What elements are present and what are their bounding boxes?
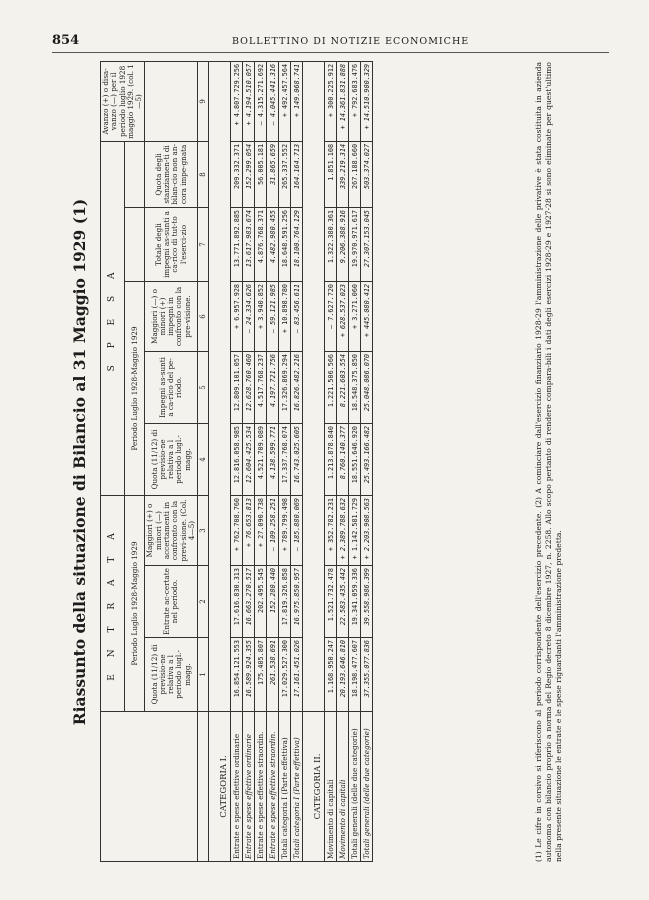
row-label: Entrate e spese effettive straordin. [267,712,279,862]
cell-c5: 18.548.375.850 [349,351,361,423]
col6-header: Maggiori (—) o minori (+) impegni in confronto con la pre-visione. [145,281,198,351]
table-row [291,61,303,861]
table-row [279,61,291,861]
col8-header-top [125,141,145,207]
cell-c3: + 27.090.738 [255,495,267,565]
cell-c1: 20.193.646.810 [337,638,349,712]
cell-c2: 202.495.545 [255,566,267,638]
colnum-3: 3 [198,495,209,565]
cell-c5: 12.809.101.057 [231,351,243,423]
cell-c3: + 352.782.231 [325,495,337,565]
cell-c5: 4.517.768.237 [255,351,267,423]
col7-header-top [125,207,145,281]
table-row [231,61,243,861]
label-header-cell [101,712,198,862]
cell-c9: + 792.683.476 [349,61,361,141]
cell-c5: 8.221.603.554 [337,351,349,423]
row-label: Totali categoria I (Parte effettiva) [279,712,291,862]
cell-c6: + 6.957.928 [231,281,243,351]
row-label: Entrate e spese effettive ordinarie [243,712,255,862]
cell-c9: + 492.457.564 [279,61,291,141]
table-row [325,61,337,861]
cell-c7: 4.482.980.455 [267,207,279,281]
running-title: BOLLETTINO DI NOTIZIE ECONOMICHE [232,36,470,47]
cell-c8: 209.332.371 [231,141,243,207]
cell-c3: — 109.258.251 [267,495,279,565]
cell-c1: 175.405.807 [255,638,267,712]
cell-c7: 4.876.768.371 [255,207,267,281]
col8-header: Quota degli stanziamen-ti di bilan-cio non an-cora impe-gnata [145,141,198,207]
cell-c7: 13.771.892.885 [231,207,243,281]
cell-c1: 17.029.527.300 [279,638,291,712]
cell-c9: + 149.068.741 [291,61,303,141]
cell-c3: + 789.799.498 [279,495,291,565]
cell-c3: — 185.880.069 [291,495,303,565]
cell-c4: 12.816.058.985 [231,423,243,495]
cell-c1: 17.161.451.026 [291,638,303,712]
cell-c4: 25.493.166.482 [361,423,373,495]
cell-c4: 8.760.140.377 [337,423,349,495]
cell-c7: 19.970.971.617 [349,207,361,281]
cell-c3: + 2.389.788.632 [337,495,349,565]
cell-c9: + 4.807.729.256 [231,61,243,141]
cell-c9: + 14.510.900.329 [361,61,373,141]
categoria-1-heading: CATEGORIA I. [209,712,231,862]
table-row [337,61,349,861]
cell-c5: 1.221.506.566 [325,351,337,423]
cell-c3: + 76.653.813 [243,495,255,565]
row-label: Entrate e spese effettive straordin. [255,712,267,862]
cell-c5: 25.048.086.070 [361,351,373,423]
cell-c2: 16.975.850.957 [291,566,303,638]
table-row [243,61,255,861]
cell-c4: 18.551.646.920 [349,423,361,495]
cell-c1: 1.168.950.247 [325,638,337,712]
cell-c2: 152.280.440 [267,566,279,638]
colnum-5: 5 [198,351,209,423]
cell-c6: — 83.456.611 [291,281,303,351]
colnum-4: 4 [198,423,209,495]
colnum-1: 1 [198,638,209,712]
colnum-6: 6 [198,281,209,351]
cell-c4: 4.521.709.089 [255,423,267,495]
cell-c6: — 24.334.626 [243,281,255,351]
colnum-blank [198,712,209,862]
cell-c8: 1.851.108 [325,141,337,207]
cell-c2: 39.558.986.399 [361,566,373,638]
cell-c7: 18.100.764.129 [291,207,303,281]
cell-c8: 503.374.027 [361,141,373,207]
cell-c4: 12.604.425.534 [243,423,255,495]
column-number-row [198,61,209,861]
col9-header: Avanzo (+) o disa-vanzo (—) per il periodo luglio 1928 maggio 1929. (col. 1—5) [101,61,145,141]
col4-header: Quota (11/12) di previsio-ne relativa a l periodo lugl.-magg. [145,423,198,495]
cell-c7: 1.322.380.361 [325,207,337,281]
col5-header: Impegni as-sunti a ca-rico del pe-riodo. [145,351,198,423]
col2-header: Entrate ac-certate nel periodo. [145,566,198,638]
table-title: Riassunto della situazione di Bilancio al 31 Maggio 1929 (1) [70,198,89,726]
rotated-table-block [56,62,576,862]
cell-c9: — 4.315.271.692 [255,61,267,141]
cell-c9: + 300.225.912 [325,61,337,141]
categoria-2-heading: CATEGORIA II. [303,712,325,862]
cell-c9: + 4.194.510.057 [243,61,255,141]
cell-c1: 18.198.477.607 [349,638,361,712]
cell-c8: 56.005.181 [255,141,267,207]
category-spacer [303,61,325,711]
colnum-9: 9 [198,61,209,141]
period-entrata-header: Periodo Luglio 1928-Maggio 1929 [125,495,145,711]
cell-c5: 17.326.869.294 [279,351,291,423]
colnum-8: 8 [198,141,209,207]
cell-c8: 31.865.659 [267,141,279,207]
cell-c8: 339.219.314 [337,141,349,207]
header-rule [52,52,609,53]
table-row [361,61,373,861]
cell-c8: 265.337.552 [279,141,291,207]
cell-c7: 9.206.388.916 [337,207,349,281]
cell-c6: — 59.121.985 [267,281,279,351]
cell-c7: 13.617.983.674 [243,207,255,281]
cell-c2: 16.663.270.517 [243,566,255,638]
cell-c7: 27.307.153.045 [361,207,373,281]
cell-c6: + 445.080.412 [361,281,373,351]
cell-c5: 16.826.482.216 [291,351,303,423]
footnote: (1) Le cifre in corsivo si riferiscono al periodo corrispondente dell'esercizio precedente. (2) A cominciare dall'esercizio finanziario 1928-29 l'amministrazione delle privative è stata costituita in azienda autonoma con bilancio proprio a norma del Regio decreto 8 dicembre 1927, n. 2258. Allo scopo pertanto di rendere compara-bili i dati degli esercizi 1928-29 e 1927-28 si sono eliminate per quest'ultimo nella presente situazione le entrate e le spese riguardanti l'amministrazione predetta. [534,62,563,862]
row-label: Totali categoria I (Parte effettiva) [291,712,303,862]
table-row [267,61,279,861]
col1-header: Quota (11/12) di previsio-ne relativa a l periodo lugl.-magg. [145,638,198,712]
cell-c6: + 3.271.060 [349,281,361,351]
table-row [255,61,267,861]
cell-c6: + 10.898.780 [279,281,291,351]
cell-c4: 4.138.599.771 [267,423,279,495]
row-label: Movimento di capitali [325,712,337,862]
cell-c2: 1.521.732.478 [325,566,337,638]
cell-c8: 152.299.054 [243,141,255,207]
cell-c6: — 7.627.720 [325,281,337,351]
cell-c3: + 2.203.908.563 [361,495,373,565]
cell-c1: 37.355.077.836 [361,638,373,712]
cell-c9: — 4.045.441.316 [267,61,279,141]
cell-c5: 12.628.760.460 [243,351,255,423]
cell-c1: 261.538.691 [267,638,279,712]
cell-c3: + 1.142.581.729 [349,495,361,565]
col7-header: Totale degli impegni as-sunti a ca-rico di tut-to l'eserci-zio [145,207,198,281]
cell-c2: 19.341.059.336 [349,566,361,638]
category-spacer [209,61,231,711]
cell-c7: 18.648.591.256 [279,207,291,281]
cell-c3: + 762.708.760 [231,495,243,565]
cell-c1: 16.854.121.553 [231,638,243,712]
cell-c9: + 14.361.831.888 [337,61,349,141]
cell-c2: 17.819.326.858 [279,566,291,638]
row-label: Totali generali (delle due categorie) [349,712,361,862]
cell-c8: 164.164.713 [291,141,303,207]
colnum-2: 2 [198,566,209,638]
cell-c4: 16.743.025.605 [291,423,303,495]
page-header [0,0,649,62]
row-label: Totali generali (delle due categorie) [361,712,373,862]
spesa-header: S P E S A [101,141,125,495]
cell-c8: 267.188.660 [349,141,361,207]
cell-c1: 16.589.924.355 [243,638,255,712]
colnum-7: 7 [198,207,209,281]
cell-c6: + 628.537.023 [337,281,349,351]
row-label: Entrate e spese effettive ordinarie [231,712,243,862]
cell-c2: 22.583.435.442 [337,566,349,638]
col9-header-spacer [145,61,198,141]
page-number: 854 [52,33,80,48]
table-row [349,61,361,861]
col3-header: Maggiori (+) o minori (—) accertamenti in confronto con la previ-sione. (Col. 4—5) [145,495,198,565]
row-label: Movimento di capitali [337,712,349,862]
cell-c5: 4.197.721.756 [267,351,279,423]
cell-c4: 17.337.768.074 [279,423,291,495]
cell-c6: + 3.940.852 [255,281,267,351]
cell-c4: 1.213.878.840 [325,423,337,495]
budget-table [100,61,373,862]
cell-c2: 17.616.830.313 [231,566,243,638]
period-spesa-header: Periodo Luglio 1928-Maggio 1929 [125,281,145,495]
entrata-header: E N T R A T A [101,495,125,711]
